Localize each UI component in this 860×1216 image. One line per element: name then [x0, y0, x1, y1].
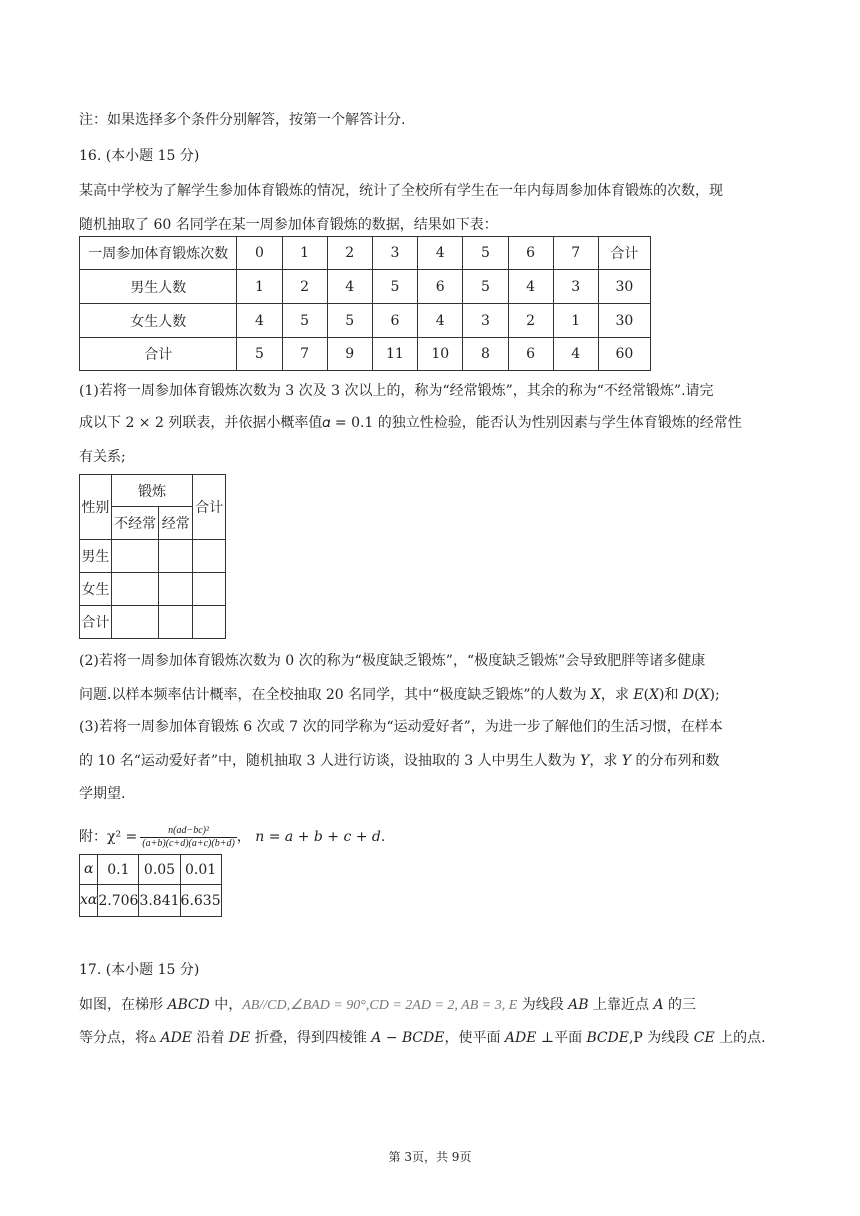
alpha-label: 𝛼: [80, 855, 98, 885]
table-cell: 5: [463, 270, 508, 304]
exercise-frequency-table: [79, 236, 651, 371]
q17-line-1-start: 如图，在梯形 𝐴𝐵𝐶𝐷 中，: [79, 997, 243, 1013]
table-header-cell: 1: [282, 237, 327, 270]
row-label: 女生: [80, 573, 112, 606]
table-header-cell: 合计: [598, 237, 650, 270]
q16-part1-line-1: (1)若将一周参加体育锻炼次数为 3 次及 3 次以上的，称为“经常锻炼”，其余的称为“不经常锻炼”.请完: [79, 383, 714, 399]
row-label: 男生: [80, 540, 112, 573]
q16-heading: 16. (本小题 15 分): [79, 148, 200, 164]
q17-line-2: 等分点，将▵ 𝐴𝐷𝐸 沿着 𝐷𝐸 折叠，得到四棱锥 𝐴 − 𝐵𝐶𝐷𝐸，使平面 𝐴𝐷𝐸 ⊥平面 𝐵𝐶𝐷𝐸,P 为线段 𝐶𝐸 上的点.: [79, 1030, 766, 1046]
table-cell: 2: [282, 270, 327, 304]
table-header-cell: 6: [508, 237, 553, 270]
blank-cell: [193, 540, 226, 573]
table-cell: 0.1: [98, 855, 139, 885]
gender-header: 性别: [80, 475, 112, 540]
table-cell: 8: [463, 338, 508, 371]
q16-intro-line-1: 某高中学校为了解学生参加体育锻炼的情况，统计了全校所有学生在一年内每周参加体育锻炼的次数，现: [79, 183, 723, 199]
table-row: [80, 606, 226, 639]
critical-value-table: [79, 854, 222, 917]
table-header-cell: 3: [372, 237, 417, 270]
table-cell: 5: [327, 304, 372, 338]
formula-fraction: [140, 825, 237, 850]
q16-part1-line-2: 成以下 2 × 2 列联表，并依据小概率值𝛼 = 0.1 的独立性检验，能否认为性别因素与学生体育锻炼的经常性: [79, 415, 742, 431]
formula-prefix: 附：χ² =: [79, 829, 138, 845]
q17-line-1-end: 为线段 𝐴𝐵 上靠近点 𝐴 的三: [517, 997, 697, 1013]
table-header-cell: 7: [553, 237, 598, 270]
table-cell: 10: [418, 338, 463, 371]
table-row: [80, 475, 226, 507]
q16-part3-line-3: 学期望.: [79, 786, 126, 802]
table-header-cell: 5: [463, 237, 508, 270]
table-row: [80, 540, 226, 573]
table-cell: 3: [553, 270, 598, 304]
exercise-header: 锻炼: [111, 475, 192, 507]
q16-part3-line-1: (3)若将一周参加体育锻炼 6 次或 7 次的同学称为“运动爱好者”，为进一步了解他们的生活习惯，在样本: [79, 719, 723, 735]
table-cell: 男生人数: [80, 270, 237, 304]
formula-suffix: ， 𝑛 = 𝑎 + 𝑏 + 𝑐 + 𝑑.: [236, 829, 386, 845]
blank-cell: [159, 606, 193, 639]
contingency-table: [79, 474, 226, 639]
table-cell: 4: [237, 304, 282, 338]
q16-part2-line-2: 问题.以样本频率估计概率，在全校抽取 20 名同学，其中“极度缺乏锻炼”的人数为 𝑋，求 𝐸(𝑋)和 𝐷(𝑋);: [79, 687, 720, 703]
q17-conditions-math: AB//CD,∠BAD = 90°,CD = 2AD = 2, AB = 3, E: [242, 998, 518, 1013]
table-cell: 4: [418, 304, 463, 338]
table-row: [80, 304, 651, 338]
table-cell: 2: [508, 304, 553, 338]
table-cell: 1: [237, 270, 282, 304]
note-text: 注：如果选择多个条件分别解答，按第一个解答计分.: [79, 112, 406, 128]
table-header-cell: 4: [418, 237, 463, 270]
blank-cell: [111, 606, 159, 639]
table-cell: 3: [463, 304, 508, 338]
table-cell: 4: [508, 270, 553, 304]
table-cell: 9: [327, 338, 372, 371]
table-row: [80, 573, 226, 606]
q17-heading: 17. (本小题 15 分): [79, 962, 200, 978]
formula-numerator: n(ad−bc)²: [140, 825, 237, 838]
table-cell: 4: [553, 338, 598, 371]
table-cell: 合计: [80, 338, 237, 371]
page-footer: 第 3页，共 9页: [388, 1150, 472, 1164]
q16-part3-line-2: 的 10 名“运动爱好者”中，随机抽取 3 人进行访谈，设抽取的 3 人中男生人数为 𝑌，求 𝑌 的分布列和数: [79, 753, 720, 769]
blank-cell: [159, 573, 193, 606]
table-cell: 3.841: [139, 885, 180, 917]
table-header-cell: 一周参加体育锻炼次数: [80, 237, 237, 270]
table-row: [80, 270, 651, 304]
table-row: [80, 338, 651, 371]
table-cell: 2.706: [98, 885, 139, 917]
table-cell: 11: [372, 338, 417, 371]
table-row: [80, 885, 222, 917]
table-cell: 7: [282, 338, 327, 371]
table-header-cell: 2: [327, 237, 372, 270]
q16-part2-line-1: (2)若将一周参加体育锻炼次数为 0 次的称为“极度缺乏锻炼”，“极度缺乏锻炼”会导致肥胖等诸多健康: [79, 653, 706, 669]
regular-header: 经常: [159, 507, 193, 540]
formula-denominator: (a+b)(c+d)(a+c)(b+d): [142, 837, 235, 849]
q17-line-1: [79, 995, 696, 1016]
table-header-row: [80, 237, 651, 270]
table-cell: 4: [327, 270, 372, 304]
table-cell: 5: [237, 338, 282, 371]
table-cell: 60: [598, 338, 650, 371]
blank-cell: [159, 540, 193, 573]
row-label: 合计: [80, 606, 112, 639]
blank-cell: [111, 540, 159, 573]
table-cell: 1: [553, 304, 598, 338]
total-header: 合计: [193, 475, 226, 540]
not-regular-header: 不经常: [111, 507, 159, 540]
blank-cell: [193, 573, 226, 606]
table-cell: 0.01: [180, 855, 221, 885]
table-cell: 女生人数: [80, 304, 237, 338]
table-cell: 6: [372, 304, 417, 338]
blank-cell: [193, 606, 226, 639]
q16-intro-line-2: 随机抽取了 60 名同学在某一周参加体育锻炼的数据，结果如下表：: [79, 217, 498, 233]
table-cell: 6.635: [180, 885, 221, 917]
table-cell: 5: [372, 270, 417, 304]
table-cell: 30: [598, 304, 650, 338]
table-header-cell: 0: [237, 237, 282, 270]
table-cell: 5: [282, 304, 327, 338]
table-cell: 0.05: [139, 855, 180, 885]
table-cell: 6: [418, 270, 463, 304]
table-row: [80, 855, 222, 885]
blank-cell: [111, 573, 159, 606]
table-cell: 30: [598, 270, 650, 304]
chi-square-formula: [79, 820, 385, 854]
table-cell: 6: [508, 338, 553, 371]
q16-part1-line-3: 有关系;: [79, 449, 126, 465]
x-alpha-label: 𝑥𝛼: [80, 885, 98, 917]
